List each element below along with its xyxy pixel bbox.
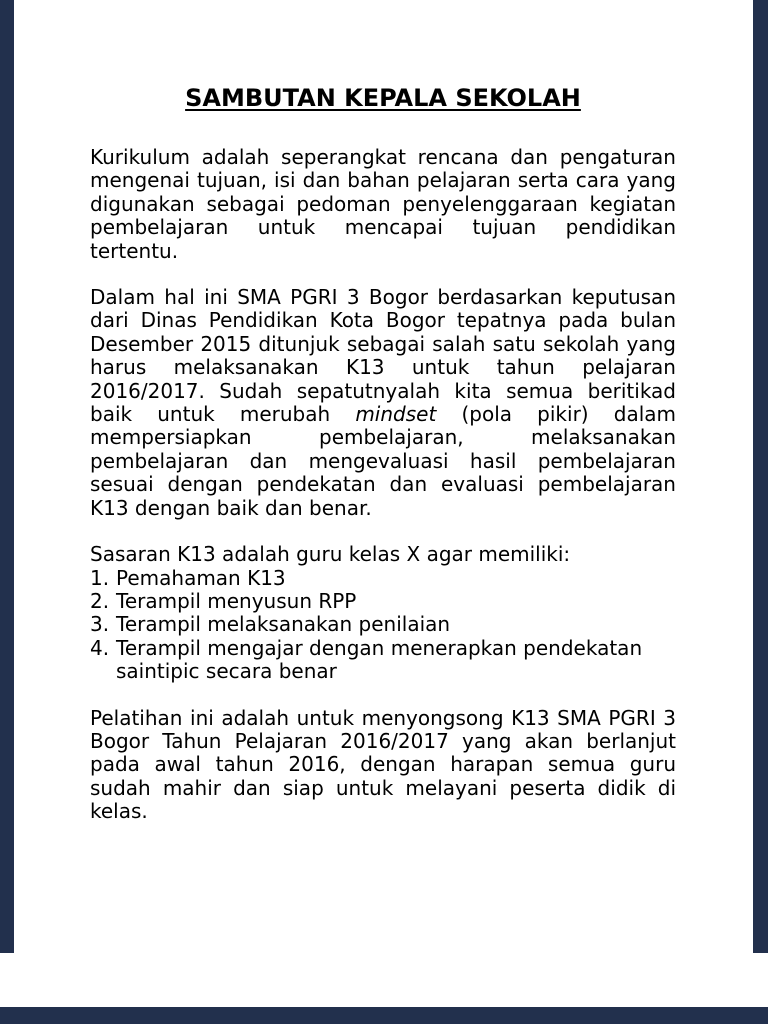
list-item-number: 1.: [90, 565, 110, 590]
list-item-number: 3.: [90, 612, 110, 637]
paragraph-dalam-hal-ini: [90, 286, 676, 520]
list-item-number: 2.: [90, 588, 110, 613]
list-item-number: 4.: [90, 635, 110, 660]
list-item: [90, 567, 676, 590]
paragraph-2-text-before: Dalam hal ini SMA PGRI 3 Bogor berdasarkan keputusan dari Dinas Pendidikan Kota Bogor tepatnya pada bulan Desember 2015 ditunjuk sebagai salah satu sekolah yang harus melaksanakan K13 untuk tahun pelajaran 2016/2017. Sudah sepatutnyalah kita semua beritikad baik untuk merubah: [90, 285, 676, 427]
list-item-text: Terampil melaksanakan penilaian: [116, 612, 451, 637]
paragraph-pelatihan: Pelatihan ini adalah untuk menyongsong K13 SMA PGRI 3 Bogor Tahun Pelajaran 2016/2017 yang akan berlanjut pada awal tahun 2016, dengan harapan semua guru sudah mahir dan siap untuk melayani peserta didik di kelas.: [90, 705, 676, 824]
list-item: [90, 637, 676, 684]
goals-section: [90, 543, 676, 683]
list-item-text: Terampil mengajar dengan menerapkan pendekatan saintipic secara benar: [116, 635, 643, 684]
paragraph-kurikulum: Kurikulum adalah seperangkat rencana dan pengaturan mengenai tujuan, isi dan bahan pelajaran serta cara yang digunakan sebagai pedoman penyelenggaraan kegiatan pembelajaran untuk mencapai tujuan pendidikan tertentu.: [90, 145, 676, 263]
list-item-text: Terampil menyusun RPP: [116, 588, 357, 613]
document-body: [90, 84, 676, 847]
mindset-italic-word: mindset: [355, 402, 437, 427]
list-intro: Sasaran K13 adalah guru kelas X agar memiliki:: [90, 542, 571, 567]
list-item-text: Pemahaman K13: [116, 565, 286, 590]
paragraph-2-text-after: (pola pikir) dalam mempersiapkan pembelajaran, melaksanakan pembelajaran dan mengevaluasi hasil pembelajaran sesuai dengan pendekatan dan evaluasi pembelajaran K13 dengan baik dan benar.: [90, 402, 676, 520]
page-edge-right: [753, 0, 768, 953]
list-item: [90, 590, 676, 613]
list-item: [90, 613, 676, 636]
page-title: SAMBUTAN KEPALA SEKOLAH: [185, 84, 581, 112]
page-edge-left: [0, 0, 14, 953]
page-edge-bottom: [0, 1007, 768, 1024]
